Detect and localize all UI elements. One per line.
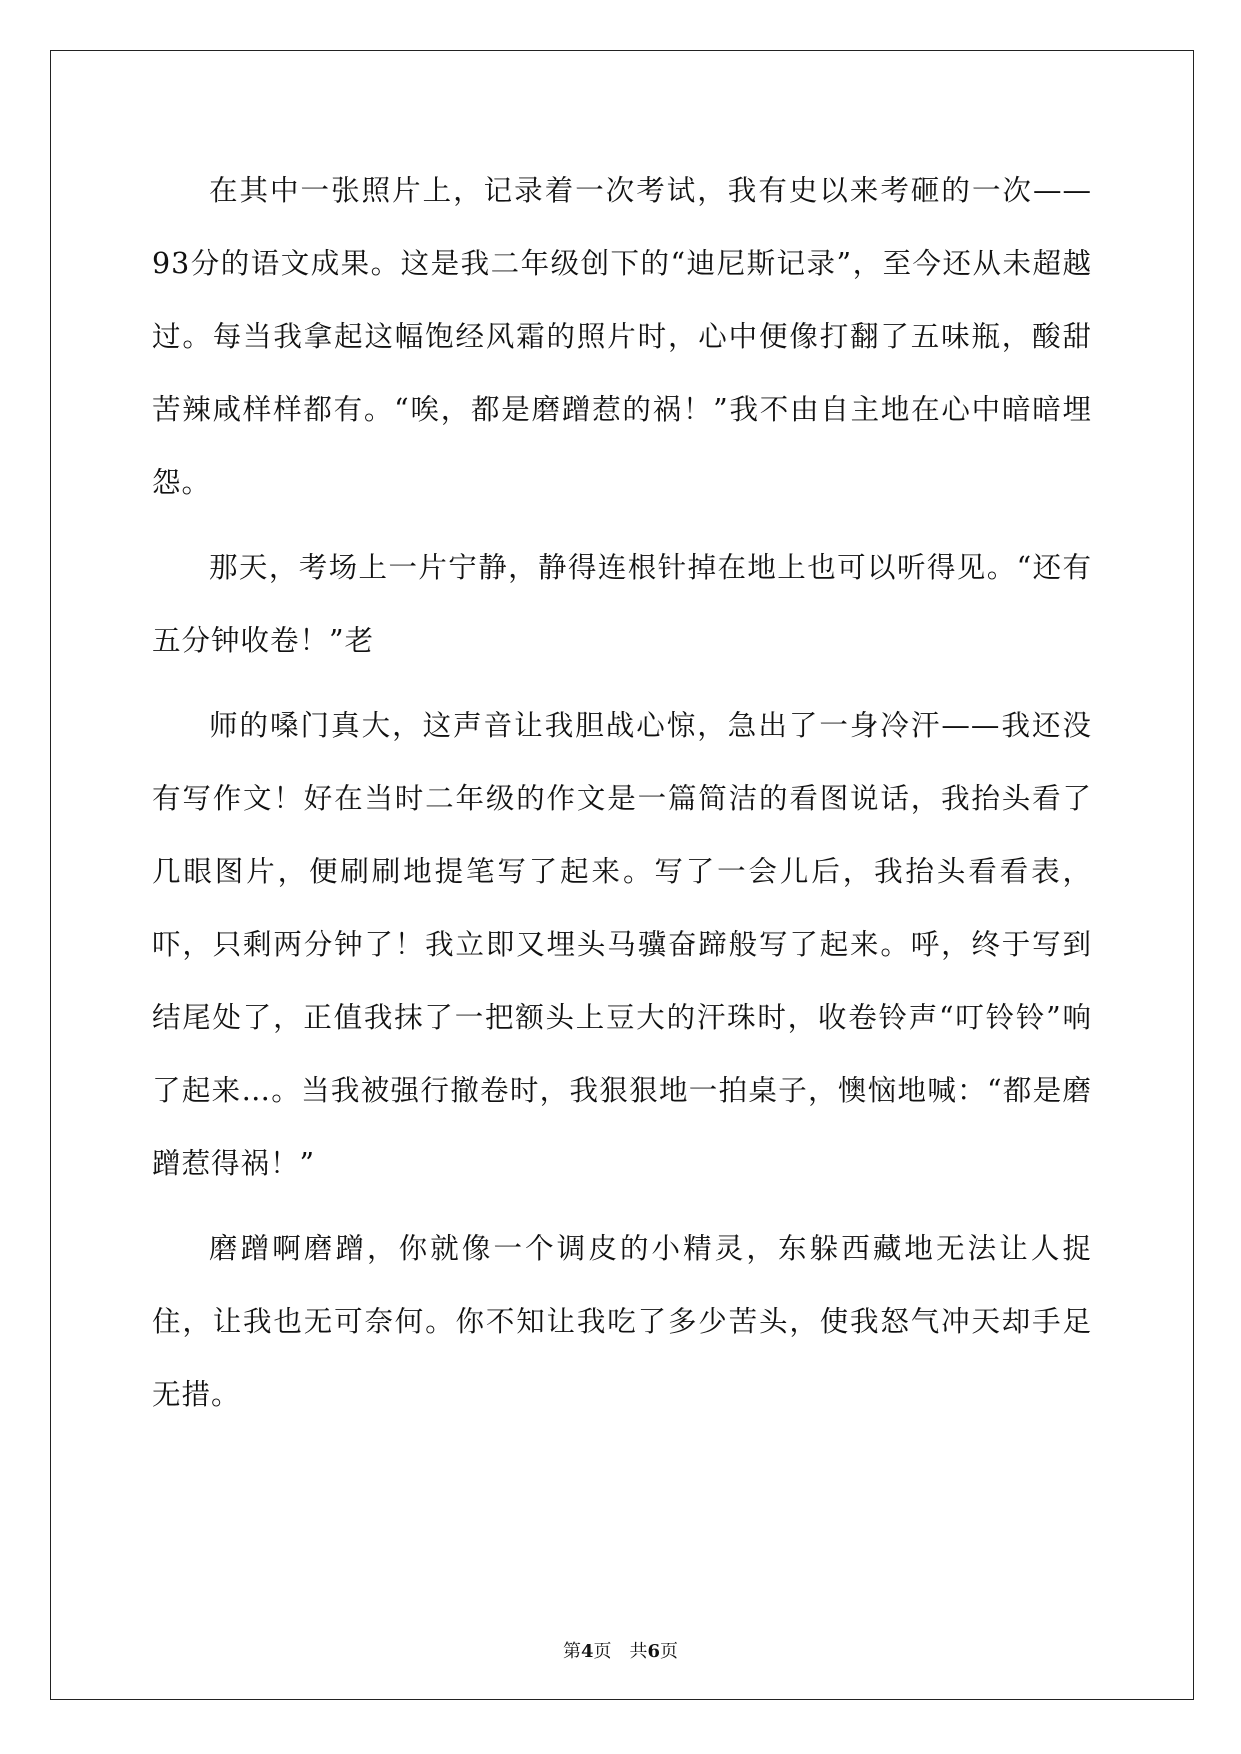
paragraph-2: 那天，考场上一片宁静，静得连根针掉在地上也可以听得见。“还有五分钟收卷！”老 <box>152 551 1092 657</box>
total-suffix: 页 <box>660 1641 679 1662</box>
page-footer <box>0 1637 1241 1663</box>
total-pages: 6 <box>647 1641 661 1662</box>
document-body <box>152 154 1092 1443</box>
paragraph-1: 在其中一张照片上，记录着一次考试，我有史以来考砸的一次——93分的语文成果。这是我二年级创下的“迪尼斯记录”，至今还从未超越过。每当我拿起这幅饱经风霜的照片时，心中便像打翻了五味瓶，酸甜苦辣咸样样都有。“唉，都是磨蹭惹的祸！”我不由自主地在心中暗暗埋怨。 <box>152 174 1092 499</box>
total-prefix: 共 <box>629 1641 648 1662</box>
page-number: 4 <box>580 1641 594 1662</box>
page-suffix: 页 <box>593 1641 612 1662</box>
page-prefix: 第 <box>562 1641 581 1662</box>
paragraph-3: 师的嗓门真大，这声音让我胆战心惊，急出了一身冷汗——我还没有写作文！好在当时二年级的作文是一篇简洁的看图说话，我抬头看了几眼图片，便刷刷地提笔写了起来。写了一会儿后，我抬头看看表，吓，只剩两分钟了！我立即又埋头马骥奋蹄般写了起来。呼，终于写到结尾处了，正值我抹了一把额头上豆大的汗珠时，收卷铃声“叮铃铃”响了起来…。当我被强行撤卷时，我狠狠地一拍桌子，懊恼地喊：“都是磨蹭惹得祸！” <box>152 709 1092 1180</box>
paragraph-4: 磨蹭啊磨蹭，你就像一个调皮的小精灵，东躲西藏地无法让人捉住，让我也无可奈何。你不知让我吃了多少苦头，使我怒气冲天却手足无措。 <box>152 1232 1092 1411</box>
